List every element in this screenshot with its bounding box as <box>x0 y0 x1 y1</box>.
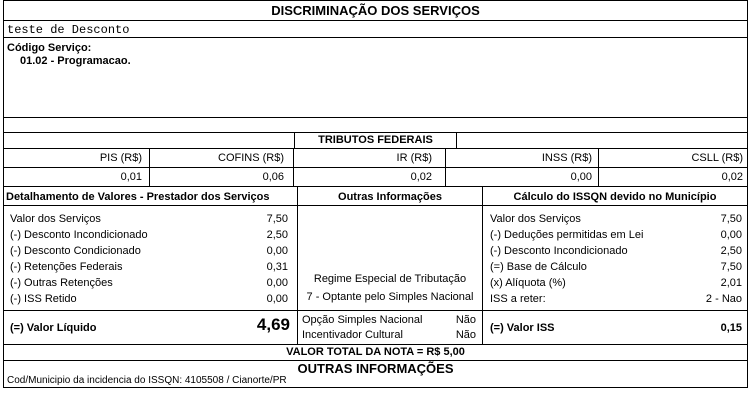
calc-row-value: 7,50 <box>720 261 742 273</box>
calc-row-label: (x) Alíquota (%) <box>490 277 566 289</box>
cofins-value: 0,06 <box>262 171 284 183</box>
service-value: 01.02 - Programacao. <box>20 55 131 67</box>
calc-row-label: ISS a reter: <box>490 293 546 305</box>
inss-value: 0,00 <box>570 171 592 183</box>
det-row-value: 2,50 <box>266 229 288 241</box>
calculo-title: Cálculo do ISSQN devido no Município <box>513 191 717 203</box>
calc-row-label: Valor dos Serviços <box>490 213 581 225</box>
ir-value: 0,02 <box>410 171 432 183</box>
simples-label: Opção Simples Nacional <box>302 314 423 326</box>
inss-label: INSS (R$) <box>541 152 592 164</box>
description-row <box>4 21 747 38</box>
outras-title: Outras Informações <box>338 191 442 203</box>
incentivador-label: Incentivador Cultural <box>302 329 403 341</box>
description-text: teste de Desconto <box>7 23 130 37</box>
det-row-value: 0,00 <box>266 245 288 257</box>
nfse-document <box>3 0 748 388</box>
calc-row-label: (-) Desconto Incondicionado <box>490 245 628 257</box>
calc-row-value: 2,50 <box>720 245 742 257</box>
regime-value: 7 - Optante pelo Simples Nacional <box>306 291 474 303</box>
calc-row-value: 2,01 <box>720 277 742 289</box>
csll-label: CSLL (R$) <box>691 152 743 164</box>
spacer-row <box>4 118 747 133</box>
incentivador-value: Não <box>455 329 476 341</box>
values-section <box>4 187 747 345</box>
pis-label: PIS (R$) <box>99 152 142 164</box>
det-row-label: Valor dos Serviços <box>10 213 101 225</box>
valor-iss-label: (=) Valor ISS <box>490 322 555 334</box>
csll-value: 0,02 <box>721 171 743 183</box>
regime-label: Regime Especial de Tributação <box>313 273 467 285</box>
calc-row-value: 7,50 <box>720 213 742 225</box>
service-block <box>4 38 747 118</box>
total-text: VALOR TOTAL DA NOTA = R$ 5,00 <box>286 346 465 358</box>
discriminacao-header <box>4 1 747 21</box>
det-row-value: 0,00 <box>266 293 288 305</box>
valor-liquido-label: (=) Valor Líquido <box>10 322 97 334</box>
service-label: Código Serviço: <box>7 42 92 54</box>
det-row-label: (-) Outras Retenções <box>10 277 113 289</box>
tributos-title-text: TRIBUTOS FEDERAIS <box>318 134 433 146</box>
outras-informacoes-title: OUTRAS INFORMAÇÕES <box>297 361 454 376</box>
detalhamento-title: Detalhamento de Valores - Prestador dos Serviços <box>6 191 270 203</box>
det-row-label: (-) Retenções Federais <box>10 261 123 273</box>
det-row-label: (-) Desconto Incondicionado <box>10 229 148 241</box>
tributos-grid <box>4 149 747 187</box>
det-row-value: 7,50 <box>266 213 288 225</box>
calc-row-value: 2 - Nao <box>705 293 742 305</box>
det-row-label: (-) ISS Retido <box>10 293 77 305</box>
simples-value: Não <box>455 314 476 326</box>
valor-liquido-value: 4,69 <box>256 315 290 334</box>
tributos-title <box>294 133 457 149</box>
valor-iss-value: 0,15 <box>720 322 742 334</box>
discriminacao-title: DISCRIMINAÇÃO DOS SERVIÇOS <box>271 3 480 18</box>
det-row-value: 0,31 <box>266 261 288 273</box>
pis-value: 0,01 <box>120 171 142 183</box>
calc-row-label: (-) Deduções permitidas em Lei <box>490 229 644 241</box>
det-row-label: (-) Desconto Condicionado <box>10 245 141 257</box>
total-row <box>4 345 747 361</box>
cofins-label: COFINS (R$) <box>218 152 284 164</box>
det-row-value: 0,00 <box>266 277 288 289</box>
calc-row-value: 0,00 <box>720 229 742 241</box>
calc-row-label: (=) Base de Cálculo <box>490 261 587 273</box>
outras-informacoes-text: Cod/Municipio da incidencia do ISSQN: 4105508 / Cianorte/PR <box>7 375 287 386</box>
ir-label: IR (R$) <box>396 152 432 164</box>
